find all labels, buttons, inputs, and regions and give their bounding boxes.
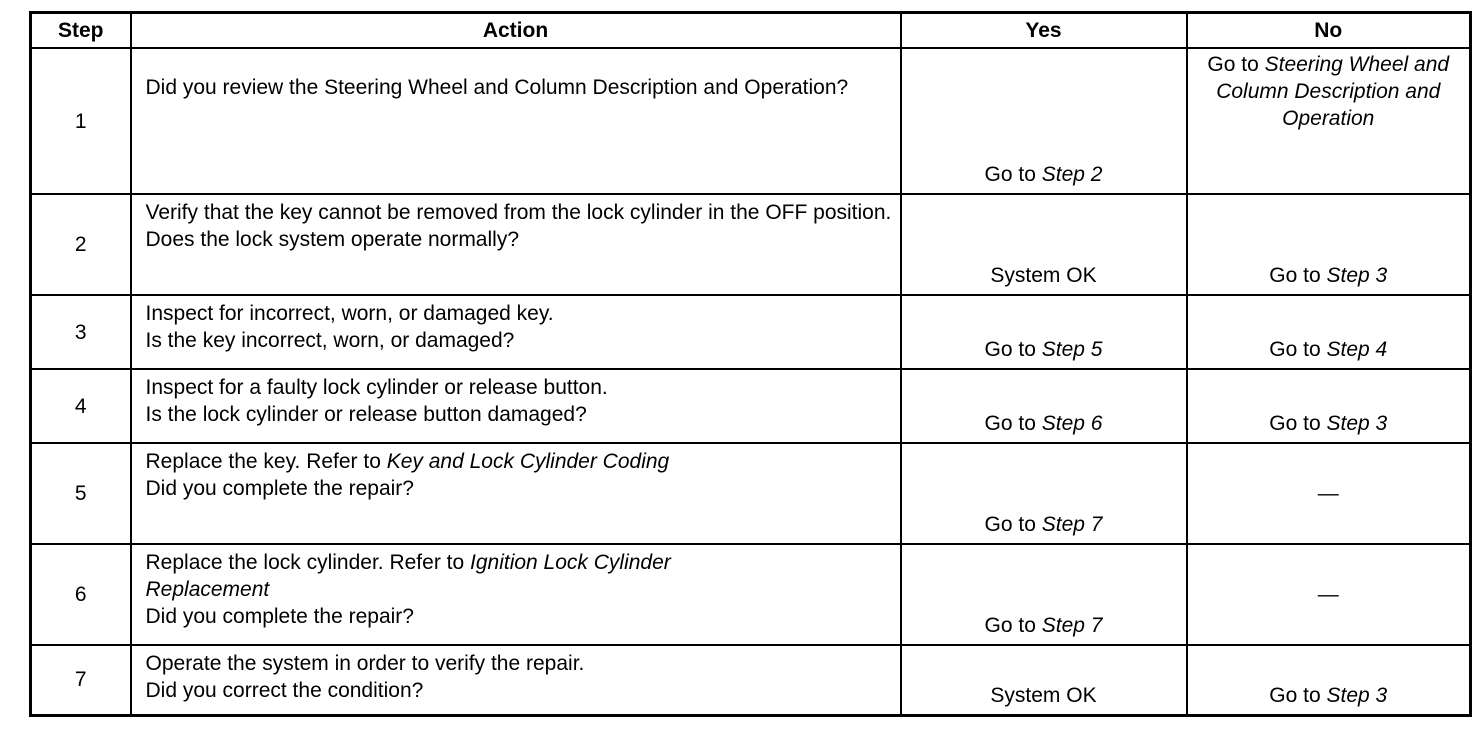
action-reference-link[interactable]: Ignition Lock Cylinder Replacement — [145, 551, 671, 601]
step-number: 2 — [31, 194, 131, 295]
yes-prefix: Go to — [984, 614, 1042, 637]
yes-step-link[interactable]: Step 2 — [1041, 163, 1103, 186]
table-row — [31, 369, 1471, 443]
no-cell — [1187, 544, 1471, 645]
action-cell — [131, 645, 901, 715]
table-row — [31, 544, 1471, 645]
no-prefix: Go to — [1207, 53, 1265, 76]
step-number: 4 — [31, 369, 131, 443]
action-text: Did you review the Steering Wheel and Column Description and Operation? — [145, 76, 849, 99]
yes-cell — [901, 645, 1187, 715]
action-text: Verify that the key cannot be removed from the lock cylinder in the OFF position. — [145, 201, 892, 224]
table-row — [31, 194, 1471, 295]
yes-prefix: System OK — [990, 264, 1097, 287]
action-text: Inspect for a faulty lock cylinder or release button. — [145, 376, 608, 399]
action-question: Did you complete the repair? — [145, 605, 414, 628]
step-number: 3 — [31, 295, 131, 369]
no-cell — [1187, 194, 1471, 295]
yes-prefix: Go to — [984, 412, 1042, 435]
yes-step-link[interactable]: Step 7 — [1041, 614, 1103, 637]
no-reference-link[interactable]: Steering Wheel and Column Description and Operation — [1216, 53, 1450, 130]
action-cell — [131, 295, 901, 369]
action-cell — [131, 194, 901, 295]
no-step-link[interactable]: Step 3 — [1326, 683, 1388, 707]
action-text — [146, 549, 892, 603]
no-step-link[interactable]: Step 4 — [1326, 338, 1388, 361]
no-step-link[interactable]: Step 3 — [1326, 412, 1388, 435]
action-text: Operate the system in order to verify the repair. — [145, 652, 585, 675]
step-number: 1 — [31, 48, 131, 194]
action-question: Did you correct the condition? — [145, 679, 424, 702]
no-step-link[interactable]: Step 3 — [1326, 264, 1388, 287]
table-row — [31, 443, 1471, 544]
yes-cell — [901, 48, 1187, 194]
yes-cell — [901, 295, 1187, 369]
yes-cell — [901, 194, 1187, 295]
header-yes: Yes — [901, 13, 1187, 49]
no-prefix: Go to — [1269, 412, 1327, 435]
header-no: No — [1187, 13, 1471, 49]
no-prefix: Go to — [1269, 683, 1327, 707]
action-question: Is the key incorrect, worn, or damaged? — [145, 329, 515, 352]
action-question: Is the lock cylinder or release button damaged? — [145, 403, 587, 426]
yes-step-link[interactable]: Step 7 — [1041, 513, 1103, 536]
yes-prefix: Go to — [984, 163, 1042, 186]
action-cell — [131, 544, 901, 645]
table-row — [31, 645, 1471, 715]
action-text: Inspect for incorrect, worn, or damaged key. — [145, 302, 554, 325]
yes-prefix: Go to — [984, 513, 1042, 536]
yes-cell — [901, 443, 1187, 544]
no-cell — [1187, 48, 1471, 194]
no-dash: — — [1317, 583, 1339, 606]
action-cell — [131, 443, 901, 544]
action-cell — [131, 369, 901, 443]
step-number: 6 — [31, 544, 131, 645]
table-row — [31, 48, 1471, 194]
yes-step-link[interactable]: Step 6 — [1041, 412, 1103, 435]
no-prefix: Go to — [1269, 264, 1327, 287]
action-reference-link[interactable]: Key and Lock Cylinder Coding — [386, 450, 670, 473]
yes-cell — [901, 369, 1187, 443]
action-question: Did you complete the repair? — [145, 477, 414, 500]
yes-step-link[interactable]: Step 5 — [1041, 338, 1103, 361]
no-prefix: Go to — [1269, 338, 1327, 361]
step-number: 5 — [31, 443, 131, 544]
no-cell — [1187, 369, 1471, 443]
action-cell — [131, 48, 901, 194]
action-prefix: Replace the lock cylinder. Refer to — [145, 551, 470, 574]
no-dash: — — [1317, 482, 1339, 505]
action-prefix: Replace the key. Refer to — [145, 450, 387, 473]
table-row — [31, 295, 1471, 369]
yes-cell — [901, 544, 1187, 645]
no-cell — [1187, 295, 1471, 369]
no-cell — [1187, 645, 1471, 715]
action-question: Does the lock system operate normally? — [145, 228, 519, 251]
action-text — [146, 448, 892, 475]
diagnostic-table — [29, 11, 1472, 717]
header-row — [31, 13, 1471, 49]
yes-prefix: System OK — [990, 683, 1097, 707]
header-step: Step — [31, 13, 131, 49]
yes-prefix: Go to — [984, 338, 1042, 361]
header-action: Action — [131, 13, 901, 49]
step-number: 7 — [31, 645, 131, 715]
no-cell — [1187, 443, 1471, 544]
